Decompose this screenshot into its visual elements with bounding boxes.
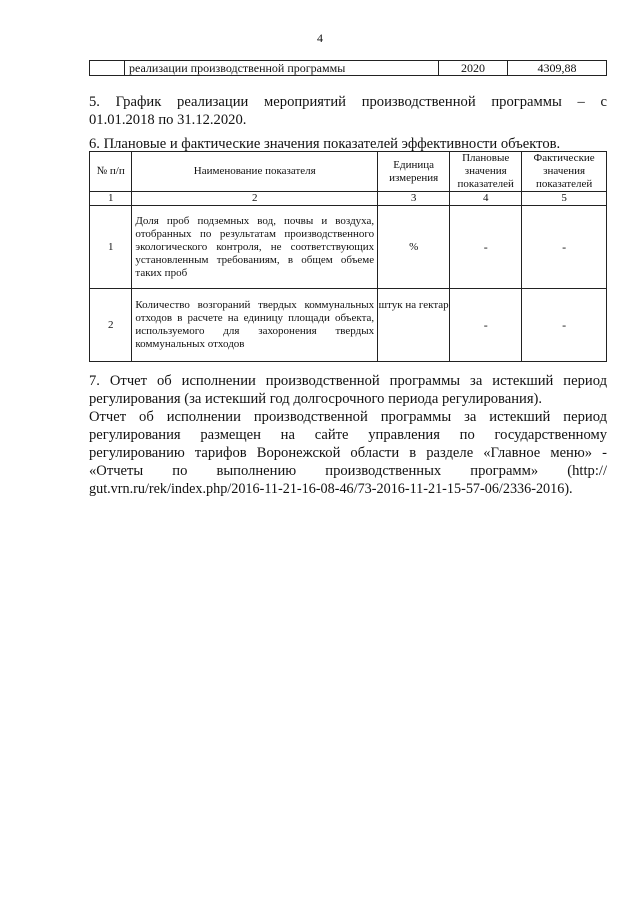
row-unit: штук на гектар bbox=[378, 289, 450, 362]
section-7-line-5: регулированию тарифов Воронежской области в разделе «Главное меню» - bbox=[89, 445, 607, 461]
section-7-line-2: регулирования (за истекший год долгосрочного периода регулирования). bbox=[89, 391, 543, 407]
row-name: Доля проб подземных вод, почвы и воздуха, отобранных по результатам производственного экологического контроля, не соответствующих установленным требованиям, в общем объеме таких проб bbox=[132, 206, 378, 289]
column-numbers-row bbox=[90, 192, 607, 206]
column-number: 5 bbox=[522, 192, 607, 206]
table-cell-name: реализации производственной программы bbox=[125, 61, 439, 76]
table-header-row bbox=[90, 152, 607, 192]
table-row bbox=[90, 289, 607, 362]
row-name: Количество возгораний твердых коммунальных отходов в расчете на единицу площади объекта, используемого для захоронения твердых коммунальных отходов bbox=[132, 289, 378, 362]
header-plan: Плановые значения показателей bbox=[450, 152, 522, 192]
section-5-line-1: 5. График реализации мероприятий производственной программы – с bbox=[89, 94, 607, 110]
section-7-line-1: 7. Отчет об исполнении производственной программы за истекший период bbox=[89, 373, 607, 389]
column-number: 3 bbox=[378, 192, 450, 206]
section-5-line-2: 01.01.2018 по 31.12.2020. bbox=[89, 112, 247, 128]
section-7-line-6: «Отчеты по выполнению производственных программ» (http:// bbox=[89, 463, 607, 479]
header-fact: Фактические значения показателей bbox=[522, 152, 607, 192]
header-name: Наименование показателя bbox=[132, 152, 378, 192]
column-number: 1 bbox=[90, 192, 132, 206]
header-num: № п/п bbox=[90, 152, 132, 192]
page-number: 4 bbox=[317, 31, 323, 45]
indicators-table bbox=[89, 151, 607, 362]
column-number: 4 bbox=[450, 192, 522, 206]
column-number: 2 bbox=[132, 192, 378, 206]
section-7-line-7-url: gut.vrn.ru/rek/index.php/2016-11-21-16-08-46/73-2016-11-21-15-57-06/2336-2016). bbox=[89, 481, 573, 497]
section-6-title: 6. Плановые и фактические значения показателей эффективности объектов. bbox=[89, 136, 561, 152]
row-num: 2 bbox=[90, 289, 132, 362]
table-row bbox=[90, 61, 607, 76]
header-unit: Единица измерения bbox=[378, 152, 450, 192]
table-cell-empty bbox=[90, 61, 125, 76]
row-num: 1 bbox=[90, 206, 132, 289]
section-7-line-3: Отчет об исполнении производственной программы за истекший период bbox=[89, 409, 607, 425]
row-fact: - bbox=[522, 289, 607, 362]
row-plan: - bbox=[450, 206, 522, 289]
row-unit: % bbox=[378, 206, 450, 289]
table-row bbox=[90, 206, 607, 289]
table-cell-year: 2020 bbox=[439, 61, 508, 76]
continued-table-row bbox=[89, 60, 607, 76]
row-fact: - bbox=[522, 206, 607, 289]
section-7-line-4: регулирования размещен на сайте управления по государственному bbox=[89, 427, 607, 443]
row-plan: - bbox=[450, 289, 522, 362]
table-cell-value: 4309,88 bbox=[508, 61, 607, 76]
